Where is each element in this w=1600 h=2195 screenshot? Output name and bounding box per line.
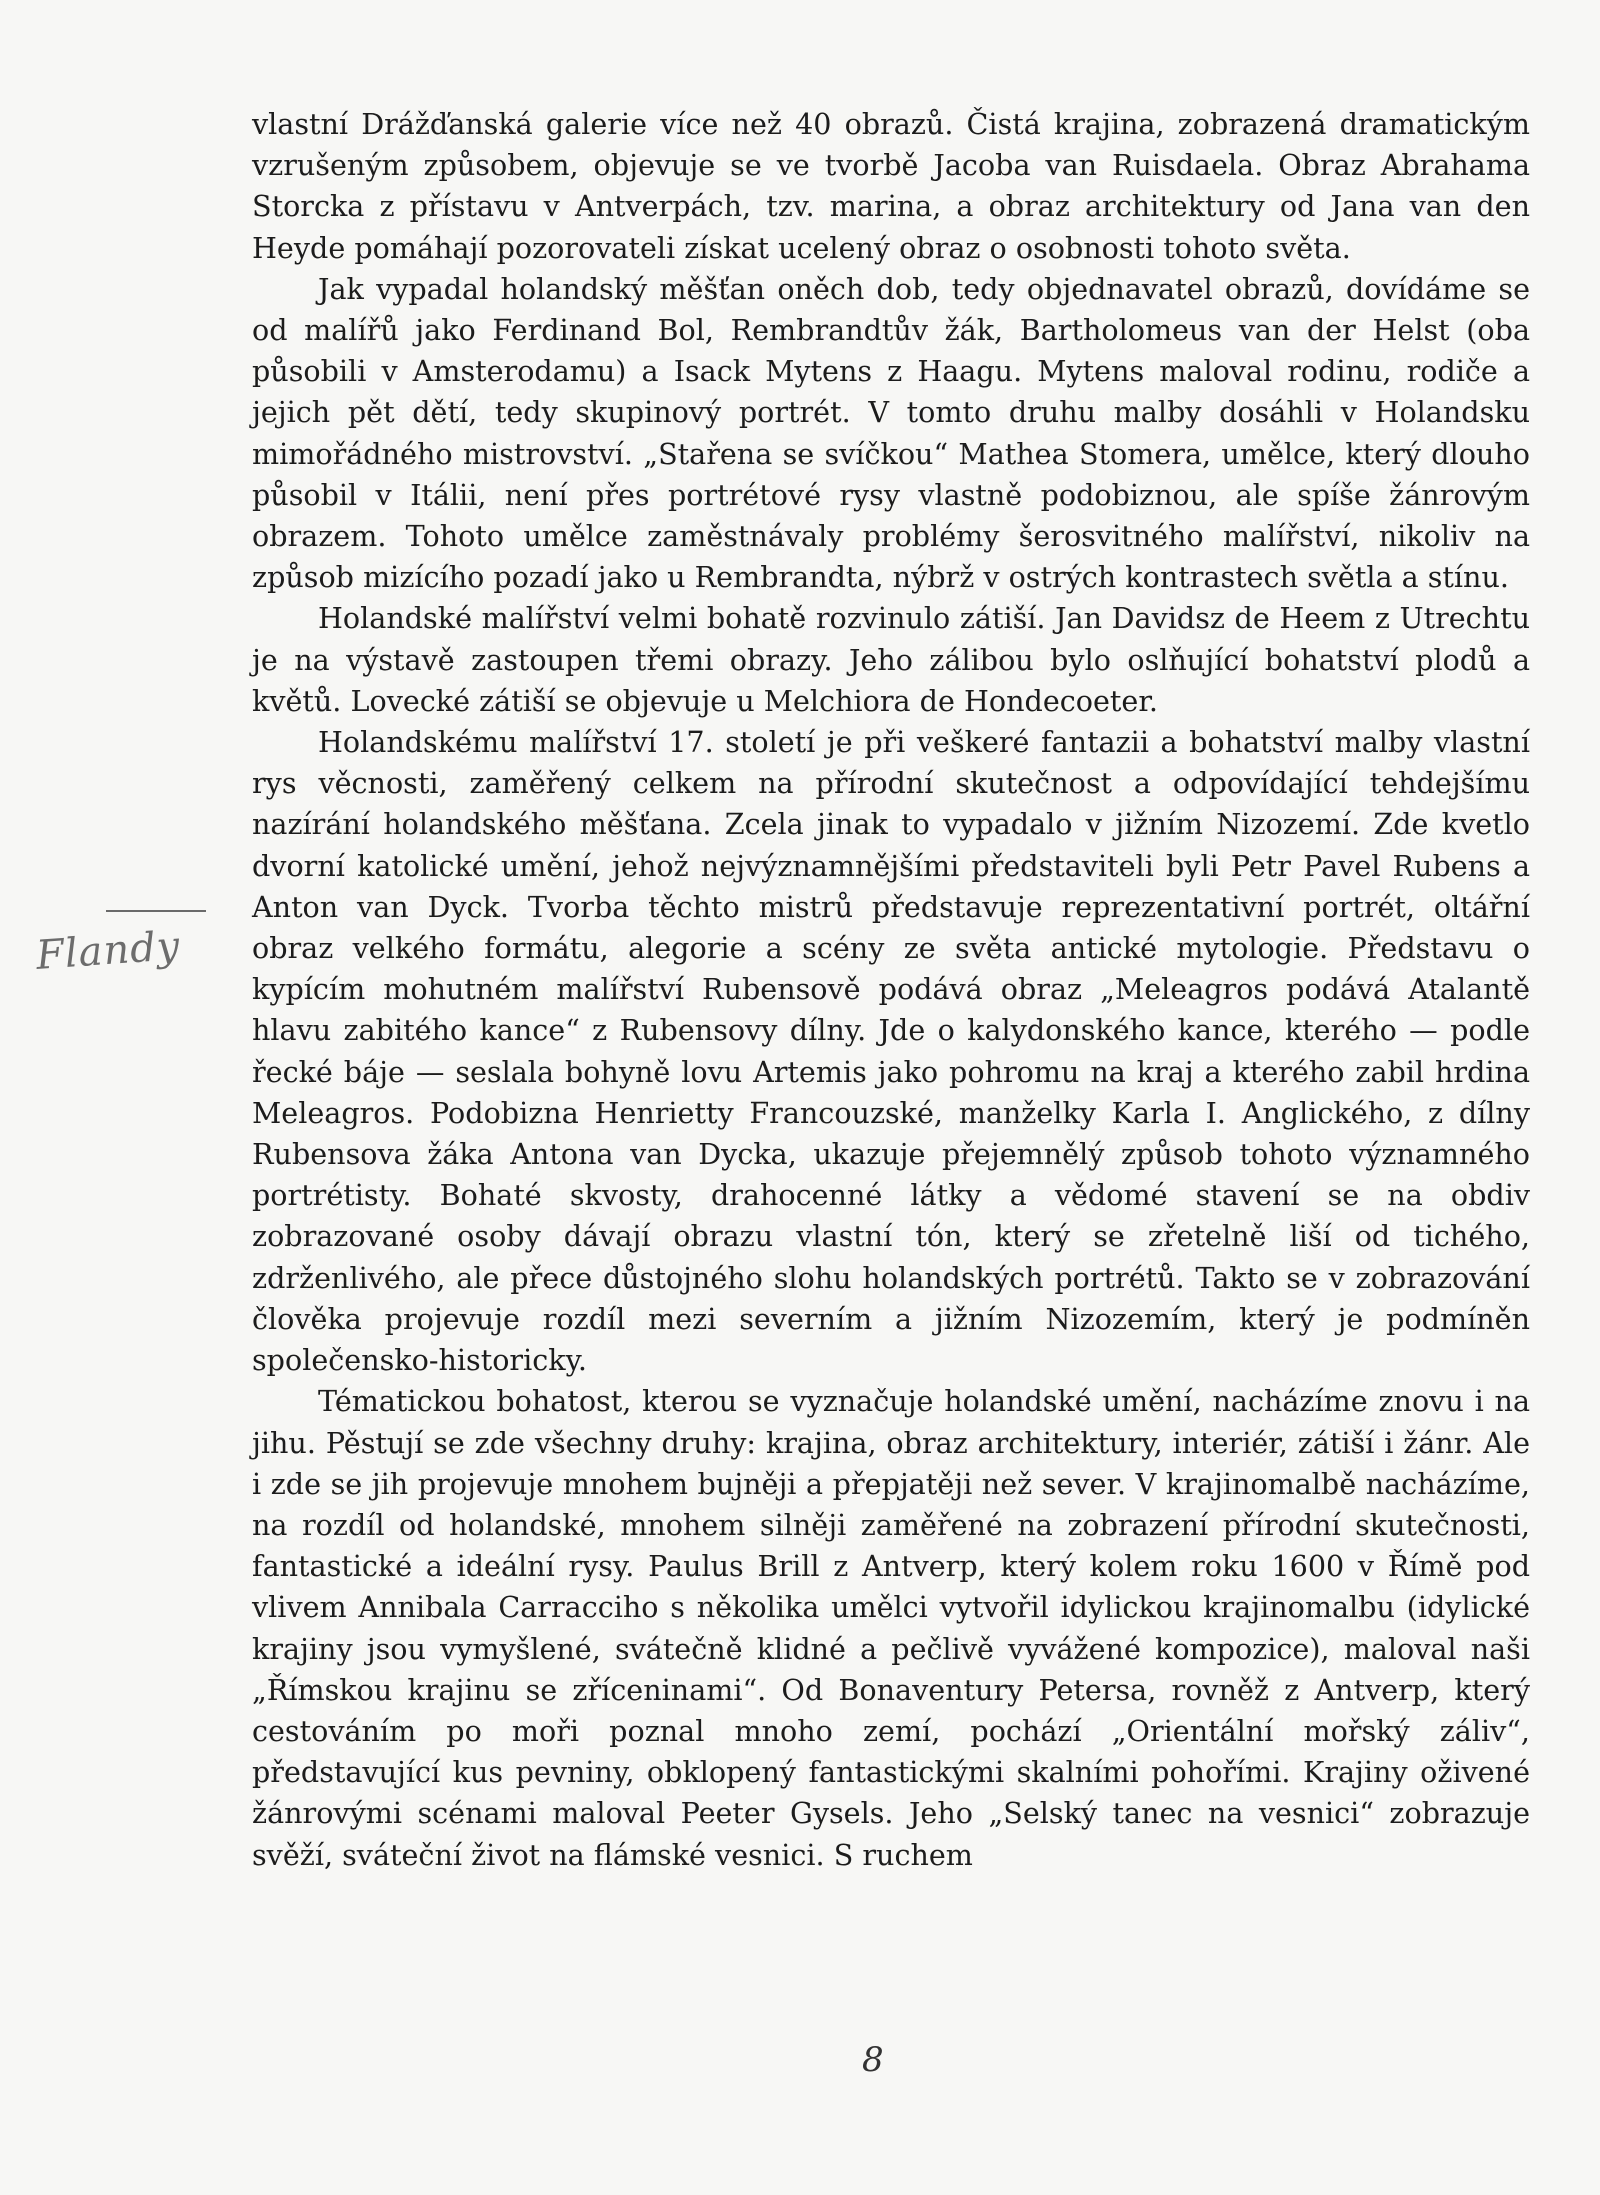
- margin-note-underline: [106, 910, 206, 912]
- paragraph-3: Holandské malířství velmi bohatě rozvinulo zátiší. Jan Davidsz de Heem z Utrechtu je na výstavě zastoupen třemi obrazy. Jeho zálibou bylo oslňující bohatství plodů a květů. Lovecké zátiší se objevuje u Melchiora de Hondecoeter.: [252, 601, 1530, 718]
- paragraph-2: Jak vypadal holandský měšťan oněch dob, tedy objednavatel obrazů, dovídáme se od malířů jako Ferdinand Bol, Rembrandtův žák, Bartholomeus van der Helst (oba působili v Amsterodamu) a Isack Mytens z Haagu. Mytens maloval rodinu, rodiče a jejich pět dětí, tedy skupinový portrét. V tomto druhu malby dosáhli v Holandsku mimořádného mistrovství. „Stařena se svíčkou“ Mathea Stomera, umělce, který dlouho působil v Itálii, není přes portrétové rysy vlastně podobiznou, ale spíše žánrovým obrazem. Tohoto umělce zaměstnávaly problémy šerosvitného malířství, nikoliv na způsob mizícího pozadí jako u Rembrandta, nýbrž v ostrých kontrastech světla a stínu.: [252, 271, 1530, 595]
- margin-note-text: Flandy: [34, 923, 182, 979]
- paragraph-5: Tématickou bohatost, kterou se vyznačuje holandské umění, nacházíme znovu i na jihu. Pěstují se zde všechny druhy: krajina, obraz architektury, interiér, zátiší i žánr. Ale i zde se jih projevuje mnohem bujněji a přepjatěji než sever. V krajinomalbě nacházíme, na rozdíl od holandské, mnohem silněji zaměřené na zobrazení přírodní skutečnosti, fantastické a ideální rysy. Paulus Brill z Antverp, který kolem roku 1600 v Římě pod vlivem Annibala Carracciho s několika umělci vytvořil idylickou krajinomalbu (idylické krajiny jsou vymyšlené, svátečně klidné a pečlivě vyvážené kompozice), maloval naši „Římskou krajinu se zříceninami“. Od Bonaventury Petersa, rovněž z Antverp, který cestováním po moři poznal mnoho zemí, pochází „Orientální mořský záliv“, představující kus pevniny, obklopený fantastickými skalními pohořími. Krajiny oživené žánrovými scénami maloval Peeter Gysels. Jeho „Selský tanec na vesnici“ zobrazuje svěží, sváteční život na flámské vesnici. S ruchem: [252, 1384, 1530, 1872]
- paragraph-4: Holandskému malířství 17. století je při veškeré fantazii a bohatství malby vlastní rys věcnosti, zaměřený celkem na přírodní skutečnost a odpovídající tehdejšímu nazírání holandského měšťana. Zcela jinak to vypadalo v jižním Nizozemí. Zde kvetlo dvorní katolické umění, jehož nejvýznamnějšími představiteli byli Petr Pavel Rubens a Anton van Dyck. Tvorba těchto mistrů představuje reprezentativní portrét, oltářní obraz velkého formátu, alegorie a scény ze světa antické mytologie. Představu o kypícím mohutném malířství Rubensově podává obraz „Meleagros podává Atalantě hlavu zabitého kance“ z Rubensovy dílny. Jde o kalydonského kance, kterého — podle řecké báje — seslala bohyně lovu Artemis jako pohromu na kraj a kterého zabil hrdina Meleagros. Podobizna Henrietty Francouzské, manželky Karla I. Anglického, z dílny Rubensova žáka Antona van Dycka, ukazuje přejemnělý způsob tohoto významného portrétisty. Bohaté skvosty, drahocenné látky a vědomé stavení se na obdiv zobrazované osoby dávají obrazu vlastní tón, který se zřetelně liší od tichého, zdrženlivého, ale přece důstojného slohu holandských portrétů. Takto se v zobrazování člověka projevuje rozdíl mezi severním a jižním Nizozemím, který je podmíněn společensko-historicky.: [252, 725, 1530, 1378]
- page-number: 8: [862, 2040, 884, 2080]
- body-text: [252, 104, 1530, 1876]
- paragraph-1: vlastní Drážďanská galerie více než 40 obrazů. Čistá krajina, zobrazená dramatickým vzrušeným způsobem, objevuje se ve tvorbě Jacoba van Ruisdaela. Obraz Abrahama Storcka z přístavu v Antverpách, tzv. marina, a obraz architektury od Jana van den Heyde pomáhají pozorovateli získat ucelený obraz o osobnosti tohoto světa.: [252, 107, 1530, 265]
- handwritten-margin-note: [36, 910, 211, 1000]
